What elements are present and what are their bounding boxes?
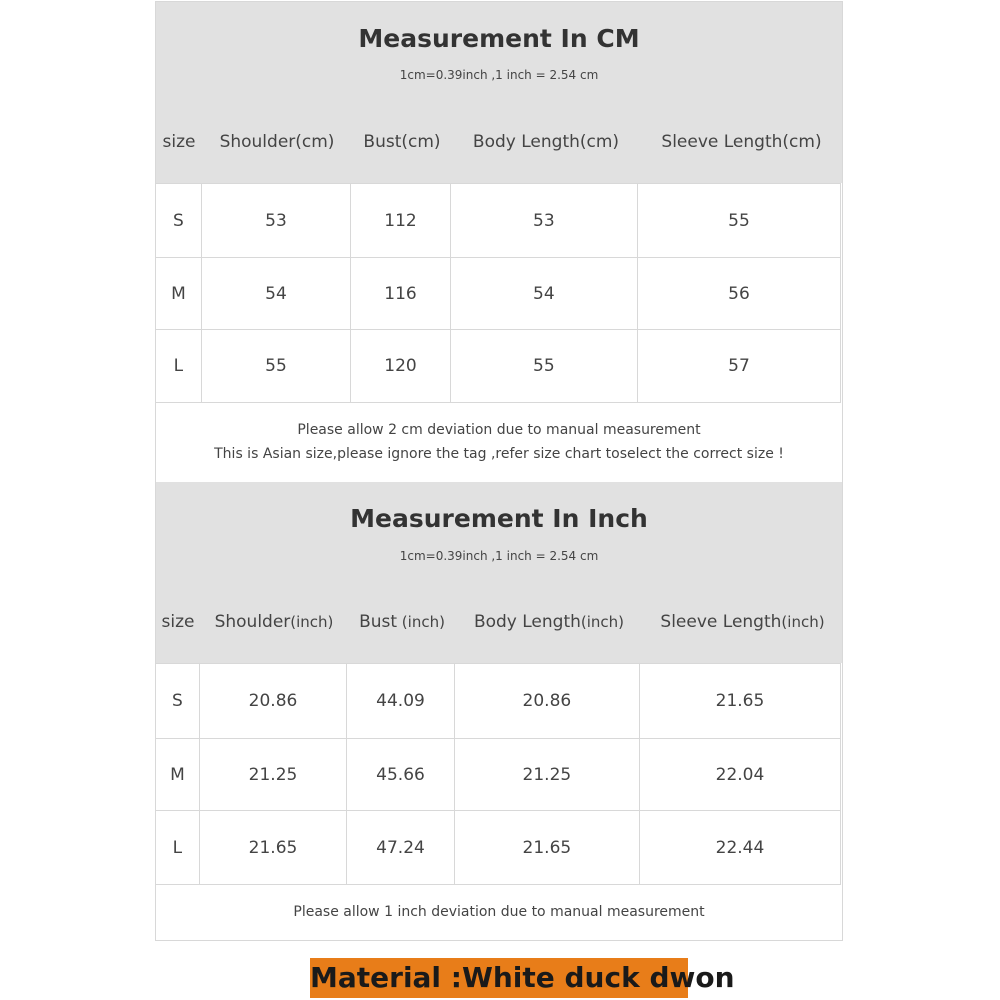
header-body-length-unit: (inch) <box>580 613 625 631</box>
cm-size-chart <box>155 1 843 482</box>
inch-size-chart <box>155 482 843 941</box>
cm-deviation-note: Please allow 2 cm deviation due to manual measurement <box>297 422 701 438</box>
inch-size-table <box>155 663 841 885</box>
header-body-length <box>456 612 642 632</box>
header-shoulder-unit: (inch) <box>290 613 334 631</box>
bust-cell: 47.24 <box>347 811 455 885</box>
bust-cell: 116 <box>351 258 451 330</box>
table-row <box>156 330 841 403</box>
header-body-length: Body Length(cm) <box>472 132 620 152</box>
material-banner: Material :White duck dwon <box>310 958 688 998</box>
header-bust-label: Bust <box>359 612 398 632</box>
shoulder-cell: 21.65 <box>199 811 346 885</box>
asian-size-note: This is Asian size,please ignore the tag ,refer size chart toselect the correct size ! <box>214 446 784 462</box>
bust-cell: 120 <box>351 330 451 403</box>
header-bust <box>348 612 456 632</box>
sleeve-length-cell: 22.04 <box>639 739 840 811</box>
header-bust-unit: (inch) <box>397 613 445 631</box>
size-cell: M <box>156 258 202 330</box>
inch-chart-title: Measurement In Inch <box>350 504 648 533</box>
body-length-cell: 55 <box>450 330 637 403</box>
body-length-cell: 54 <box>450 258 637 330</box>
table-row <box>156 811 841 885</box>
cm-conversion-note: 1cm=0.39inch ,1 inch = 2.54 cm <box>399 68 599 82</box>
header-sleeve-length-label: Sleeve Length <box>660 612 782 632</box>
body-length-cell: 53 <box>450 184 637 258</box>
header-shoulder <box>200 612 348 632</box>
size-cell: S <box>156 664 200 739</box>
header-shoulder: Shoulder(cm) <box>219 132 335 152</box>
header-sleeve-length-unit: (inch) <box>781 613 825 631</box>
header-sleeve-length <box>642 612 843 632</box>
cm-chart-header <box>156 2 842 183</box>
table-row <box>156 184 841 258</box>
table-row <box>156 664 841 739</box>
header-size: size <box>162 132 196 152</box>
bust-cell: 112 <box>351 184 451 258</box>
size-cell: L <box>156 330 202 403</box>
bust-cell: 45.66 <box>347 739 455 811</box>
cm-size-table <box>155 183 841 403</box>
sleeve-length-cell: 56 <box>637 258 840 330</box>
inch-chart-header <box>156 482 842 663</box>
inch-conversion-note: 1cm=0.39inch ,1 inch = 2.54 cm <box>399 549 599 563</box>
shoulder-cell: 21.25 <box>199 739 346 811</box>
header-size: size <box>161 612 195 632</box>
size-cell: M <box>156 739 200 811</box>
sleeve-length-cell: 57 <box>637 330 840 403</box>
header-sleeve-length: Sleeve Length(cm) <box>661 132 822 152</box>
shoulder-cell: 55 <box>201 330 350 403</box>
bust-cell: 44.09 <box>347 664 455 739</box>
header-bust: Bust(cm) <box>363 132 441 152</box>
size-cell: L <box>156 811 200 885</box>
body-length-cell: 21.25 <box>454 739 639 811</box>
body-length-cell: 21.65 <box>454 811 639 885</box>
body-length-cell: 20.86 <box>454 664 639 739</box>
shoulder-cell: 20.86 <box>199 664 346 739</box>
sleeve-length-cell: 55 <box>637 184 840 258</box>
shoulder-cell: 54 <box>201 258 350 330</box>
cm-chart-title: Measurement In CM <box>358 24 640 53</box>
header-shoulder-label: Shoulder <box>214 612 291 632</box>
table-row <box>156 258 841 330</box>
inch-deviation-note: Please allow 1 inch deviation due to manual measurement <box>293 904 705 920</box>
sleeve-length-cell: 21.65 <box>639 664 840 739</box>
sleeve-length-cell: 22.44 <box>639 811 840 885</box>
shoulder-cell: 53 <box>201 184 350 258</box>
table-row <box>156 739 841 811</box>
size-cell: S <box>156 184 202 258</box>
header-body-length-label: Body Length <box>473 612 581 632</box>
